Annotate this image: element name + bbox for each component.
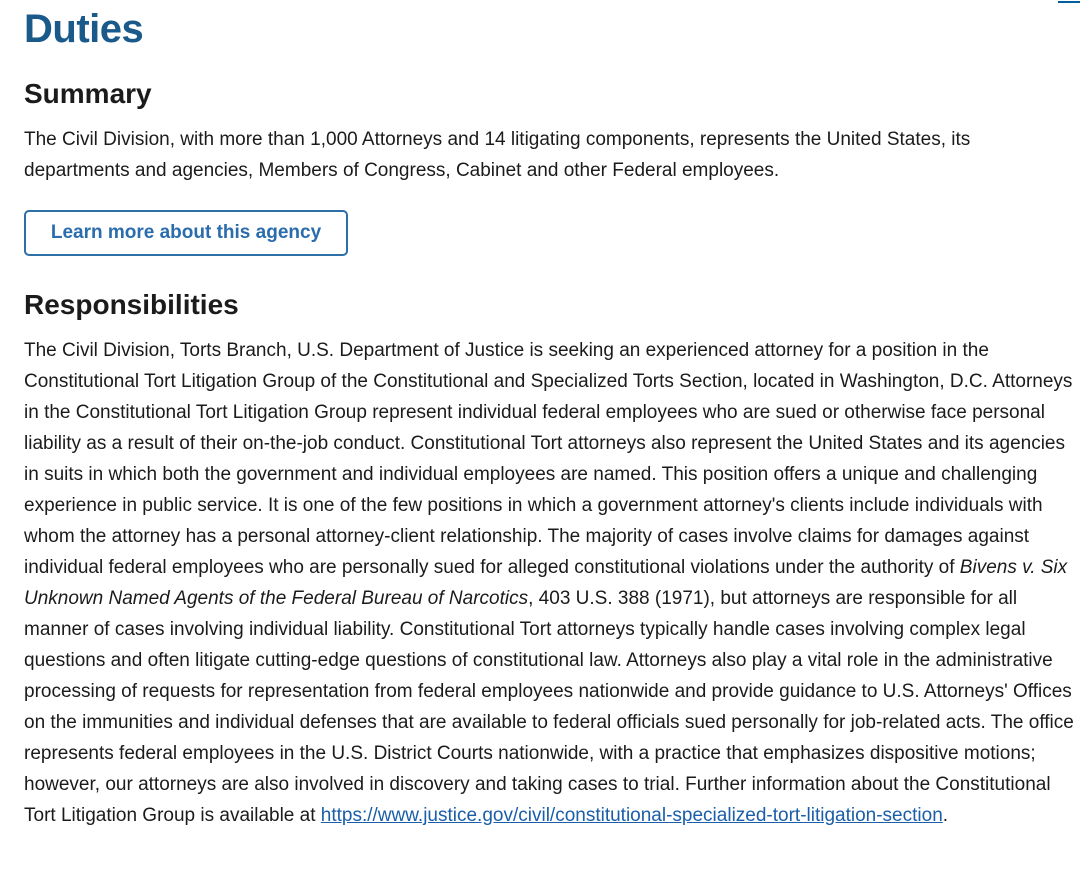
summary-text: The Civil Division, with more than 1,000 Attorneys and 14 litigating components, represents the United States, its departments and agencies, Members of Congress, Cabinet and other Federal employees. [24,129,971,181]
responsibilities-text-part-1: The Civil Division, Torts Branch, U.S. Department of Justice is seeking an experienced attorney for a position in the Constitutional Tort Litigation Group of the Constitutional and Specialized Torts Section, located in Washington, D.C. Attorneys in the Constitutional Tort Litigation Group represent individual federal employees who are sued or otherwise face personal liability as a result of their on-the-job conduct. Constitutional Tort attorneys also represent the United States and its agencies in suits in which both the government and individual employees are named. This position offers a unique and challenging experience in public service. It is one of the few positions in which a government attorney's clients include individuals with whom the attorney has a personal attorney-client relationship. The majority of cases involve claims for damages against individual federal employees who are personally sued for alleged constitutional violations under the authority of [24,340,1073,578]
constitutional-tort-section-link[interactable]: https://www.justice.gov/civil/constitutional-specialized-tort-litigation-section [320,805,943,826]
responsibilities-text-part-2: , 403 U.S. 388 (1971), but attorneys are responsible for all manner of cases involving individual liability. Constitutional Tort attorneys typically handle cases involving complex legal questions and often litigate cutting-edge questions of constitutional law. Attorneys also play a vital role in the administrative processing of requests for representation from federal employees nationwide and provide guidance to U.S. Attorneys' Offices on the immunities and individual defenses that are available to federal officials sued personally for job-related acts. The office represents federal employees in the U.S. District Courts nationwide, with a practice that emphasizes dispositive motions; however, our attorneys are also involved in discovery and taking cases to trial. Further information about the Constitutional Tort Litigation Group is available at [24,588,1074,826]
summary-heading: Summary [24,78,152,109]
learn-more-agency-button[interactable]: Learn more about this agency [24,210,348,256]
responsibilities-text [24,335,1078,831]
responsibilities-text-end: . [942,805,949,826]
case-citation: Bivens v. Six Unknown Named Agents of the Federal Bureau of Narcotics [24,557,1068,609]
page-title: Duties [24,7,144,51]
responsibilities-heading: Responsibilities [24,289,239,320]
top-right-link-fragment[interactable] [1058,0,1080,3]
